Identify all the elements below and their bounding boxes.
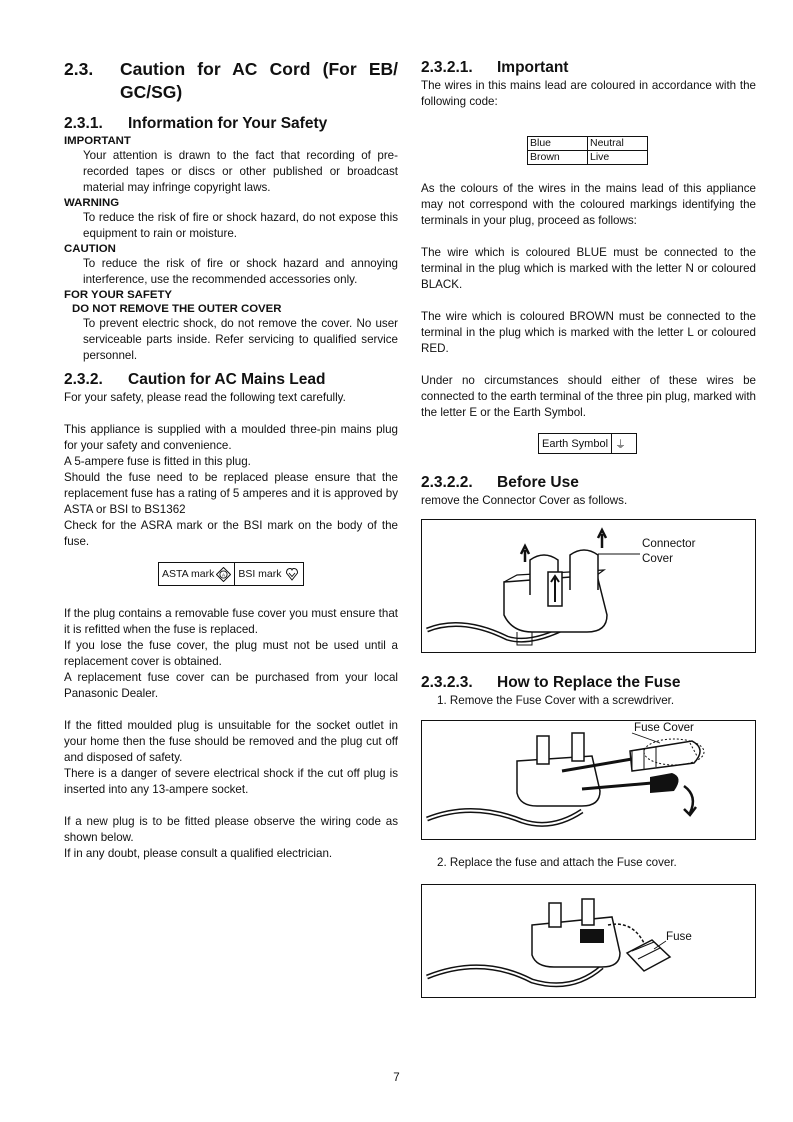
replace-fuse-figure: [421, 884, 756, 998]
table-cell: Brown: [528, 151, 588, 165]
wire-color-table: [527, 136, 648, 165]
section-2-3-title: Caution for AC Cord (For EB/ GC/SG): [120, 59, 398, 102]
bsi-mark: BSI mark: [235, 563, 301, 585]
paragraph: Under no circumstances should either of these wires be connected to the earth terminal of the three pin plug, marked with the letter E or the Earth Symbol.: [421, 374, 756, 419]
paragraph: There is a danger of severe electrical shock if the cut off plug is inserted into any 13-ampere socket.: [64, 767, 398, 796]
table-cell: Blue: [528, 137, 588, 151]
important-text: Your attention is drawn to the fact that recording of pre-recorded tapes or discs or other published or broadcast material may infringe copyright laws.: [83, 149, 398, 194]
earth-symbol-label: Earth Symbol: [539, 434, 612, 453]
paragraph: If the plug contains a removable fuse cover you must ensure that it is refitted when the fuse is replaced.: [64, 607, 398, 636]
step-1-text: 1. Remove the Fuse Cover with a screwdriver.: [437, 694, 675, 707]
connector-cover-figure: [421, 519, 756, 653]
warning-label: WARNING: [64, 197, 120, 209]
left-column: [64, 58, 398, 862]
important-label: IMPORTANT: [64, 135, 131, 147]
section-2-3-2-3-heading: 2.3.2.3. How to Replace the Fuse: [421, 674, 681, 691]
caution-label: CAUTION: [64, 243, 116, 255]
asta-mark: ASTA mark A: [159, 563, 235, 585]
remove-fuse-cover-figure: [421, 720, 756, 840]
bsi-kitemark-icon: [285, 567, 299, 581]
warning-text: To reduce the risk of fire or shock hazard, do not expose this equipment to rain or moisture.: [83, 211, 398, 240]
intro-text: For your safety, please read the following text carefully.: [64, 391, 346, 404]
svg-text:A: A: [222, 571, 226, 577]
right-column: [421, 58, 756, 998]
paragraph: A 5-ampere fuse is fitted in this plug.: [64, 455, 251, 468]
safety-label: FOR YOUR SAFETY: [64, 289, 173, 301]
fuse-cover-callout: Fuse Cover: [634, 721, 694, 734]
paragraph: This appliance is supplied with a moulded three-pin mains plug for your safety and convenience.: [64, 423, 398, 452]
paragraph: If a new plug is to be fitted please observe the wiring code as shown below.: [64, 815, 398, 844]
page-number: 7: [393, 1071, 400, 1084]
table-row: [528, 151, 648, 165]
connector-cover-callout: Connector Cover: [642, 537, 696, 565]
section-2-3-2-heading: 2.3.2. Caution for AC Mains Lead: [64, 371, 326, 388]
earth-symbol-box: [538, 433, 637, 454]
fuse-illustration: [422, 885, 755, 997]
paragraph: As the colours of the wires in the mains lead of this appliance may not correspond with the coloured markings identifying the terminals in your plug, proceed as follows:: [421, 182, 756, 227]
table-row: [528, 137, 648, 151]
paragraph: If you lose the fuse cover, the plug must not be used until a replacement cover is obtained.: [64, 639, 398, 668]
table-cell: Live: [588, 151, 648, 165]
plug-illustration: [422, 520, 755, 652]
section-2-3-2-2-heading: 2.3.2.2. Before Use: [421, 474, 579, 491]
caution-text: To reduce the risk of fire or shock hazard and annoying interference, use the recommended accessories only.: [83, 257, 398, 286]
section-2-3-1-heading: 2.3.1. Information for Your Safety: [64, 115, 328, 132]
earth-icon: ⏚: [615, 438, 627, 451]
fuse-marks-box: [158, 562, 304, 586]
section-2-3-2-1-heading: 2.3.2.1. Important: [421, 59, 569, 76]
table-cell: Neutral: [588, 137, 648, 151]
important-intro: The wires in this mains lead are coloured in accordance with the following code:: [421, 79, 756, 108]
paragraph: The wire which is coloured BLUE must be connected to the terminal in the plug which is marked with the letter N or coloured BLACK.: [421, 246, 756, 291]
fuse-callout: Fuse: [666, 930, 692, 943]
outer-cover-text: To prevent electric shock, do not remove the cover. No user serviceable parts inside. Refer servicing to qualified service personnel.: [83, 317, 398, 362]
paragraph: A replacement fuse cover can be purchased from your local Panasonic Dealer.: [64, 671, 398, 700]
outer-cover-label: DO NOT REMOVE THE OUTER COVER: [72, 303, 282, 315]
paragraph: Should the fuse need to be replaced please ensure that the replacement fuse has a rating of 5 amperes and it is approved by ASTA or BSI to BS1362: [64, 471, 398, 516]
paragraph: If in any doubt, please consult a qualified electrician.: [64, 847, 333, 860]
before-use-text: remove the Connector Cover as follows.: [421, 494, 628, 507]
paragraph: Check for the ASRA mark or the BSI mark on the body of the fuse.: [64, 519, 398, 548]
section-2-3-heading: 2.3. Caution for AC Cord (For EB/ GC/SG): [64, 59, 398, 102]
step-2-text: 2. Replace the fuse and attach the Fuse cover.: [437, 856, 677, 869]
paragraph: The wire which is coloured BROWN must be connected to the terminal in the plug which is marked with the letter L or coloured RED.: [421, 310, 756, 355]
paragraph: If the fitted moulded plug is unsuitable for the socket outlet in your home then the fuse should be removed and the plug cut off and disposed of safety.: [64, 719, 398, 764]
asta-mark-icon: [216, 567, 231, 582]
screwdriver-illustration: [422, 721, 755, 839]
